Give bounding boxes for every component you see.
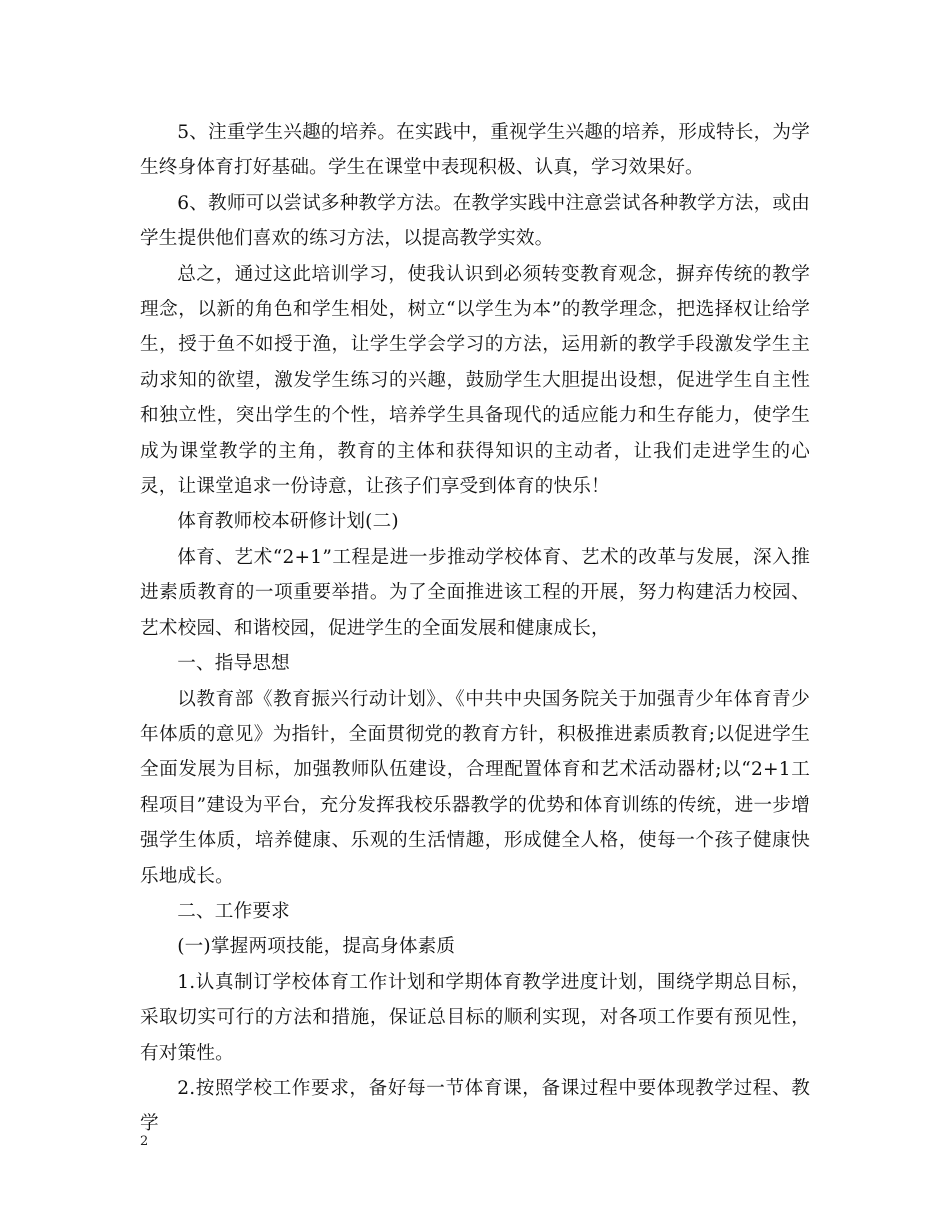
paragraph-introduction: 体育、艺术“2+1”工程是进一步推动学校体育、艺术的改革与发展，深入推进素质教育的一项重要举措。为了全面推进该工程的开展，努力构建活力校园、艺术校园、和谐校园，促进学生的全面发展和健康成长， — [140, 546, 810, 639]
list-item-1: 1.认真制订学校体育工作计划和学期体育教学进度计划，围绕学期总目标，采取切实可行的方法和措施，保证总目标的顺利实现，对各项工作要有预见性，有对策性。 — [140, 971, 810, 1064]
paragraph-guiding-ideology: 以教育部《教育振兴行动计划》、《中共中央国务院关于加强青少年体育青少年体质的意见》为指针，全面贯彻党的教育方针，积极推进素质教育;以促进学生全面发展为目标，加强教师队伍建设，合理配置体育和艺术活动器材;以“2+1工程项目”建设为平台，充分发挥我校乐器教学的优势和体育训练的传统，进一步增强学生体质，培养健康、乐观的生活情趣，形成健全人格，使每一个孩子健康快乐地成长。 — [140, 688, 810, 887]
heading-work-requirements: 二、工作要求 — [177, 900, 290, 922]
paragraph-summary: 总之，通过这此培训学习，使我认识到必须转变教育观念，摒弃传统的教学理念，以新的角色和学生相处，树立“以学生为本”的教学理念，把选择权让给学生，授于鱼不如授于渔，让学生学会学习的方法，运用新的教学手段激发学生主动求知的欲望，激发学生练习的兴趣，鼓励学生大胆提出设想，促进学生自主性和独立性，突出学生的个性，培养学生具备现代的适应能力和生存能力，使学生成为课堂教学的主角，教育的主体和获得知识的主动者，让我们走进学生的心灵，让课堂追求一份诗意，让孩子们享受到体育的快乐！ — [140, 263, 810, 498]
page-number: 2 — [140, 1134, 149, 1149]
heading-guiding-ideology: 一、指导思想 — [177, 653, 290, 675]
paragraph-teaching-methods: 6、教师可以尝试多种教学方法。在教学实践中注意尝试各种教学方法，或由学生提供他们喜欢的练习方法，以提高教学实效。 — [140, 192, 810, 250]
list-item-2: 2.按照学校工作要求，备好每一节体育课，备课过程中要体现教学过程、教学 — [140, 1077, 810, 1135]
section-title: 体育教师校本研修计划(二) — [177, 511, 399, 533]
paragraph-interest-training: 5、注重学生兴趣的培养。在实践中，重视学生兴趣的培养，形成特长，为学生终身体育打好基础。学生在课堂中表现积极、认真，学习效果好。 — [140, 122, 810, 179]
subheading-two-skills: (一)掌握两项技能，提高身体素质 — [177, 936, 456, 958]
document-body — [140, 115, 810, 1142]
